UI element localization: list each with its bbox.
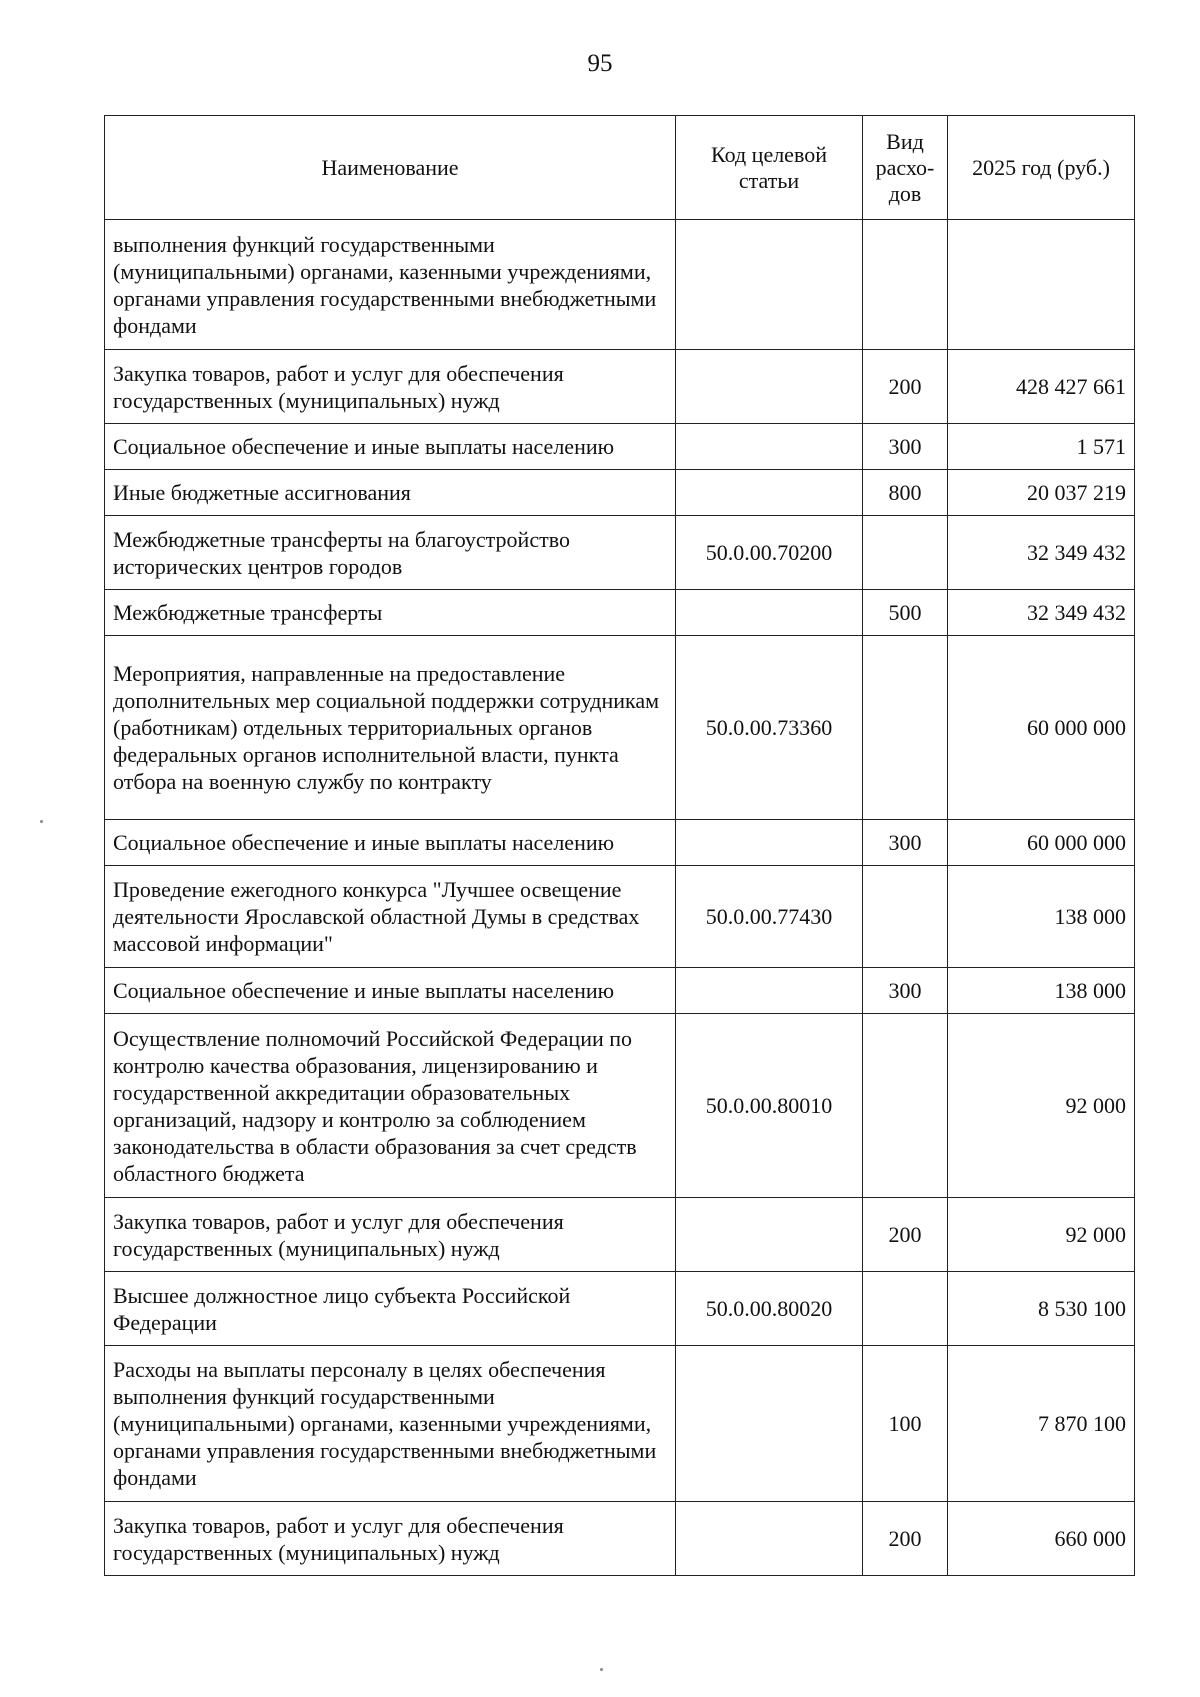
row-sum: 7 870 100 (948, 1346, 1135, 1502)
row-sum: 60 000 000 (948, 820, 1135, 866)
table-row (105, 424, 1135, 470)
row-code (676, 1198, 863, 1272)
row-code: 50.0.00.80020 (676, 1272, 863, 1346)
row-code: 50.0.00.80010 (676, 1014, 863, 1198)
row-vid: 300 (863, 968, 948, 1014)
header-sum: 2025 год (руб.) (948, 116, 1135, 220)
row-code (676, 590, 863, 636)
row-code: 50.0.00.73360 (676, 636, 863, 820)
row-vid: 800 (863, 470, 948, 516)
row-name: Социальное обеспечение и иные выплаты населению (105, 820, 676, 866)
table-row (105, 350, 1135, 424)
table-row (105, 1502, 1135, 1576)
scan-speck (600, 1668, 603, 1671)
row-name: выполнения функций государственными (муниципальными) органами, казенными учреждениями, органами управления государственными внебюджетными фондами (105, 220, 676, 350)
row-vid: 100 (863, 1346, 948, 1502)
row-code (676, 1346, 863, 1502)
row-sum: 60 000 000 (948, 636, 1135, 820)
row-name: Закупка товаров, работ и услуг для обеспечения государственных (муниципальных) нужд (105, 350, 676, 424)
row-sum: 660 000 (948, 1502, 1135, 1576)
budget-table (104, 115, 1135, 1576)
row-vid (863, 636, 948, 820)
row-name: Иные бюджетные ассигнования (105, 470, 676, 516)
header-code: Код целевой статьи (676, 116, 863, 220)
row-name: Осуществление полномочий Российской Федерации по контролю качества образования, лицензированию и государственной аккредитации образовательных организаций, надзору и контролю за соблюдением законодательства в области образования за счет средств областного бюджета (105, 1014, 676, 1198)
row-name: Проведение ежегодного конкурса "Лучшее освещение деятельности Ярославской областной Думы в средствах массовой информации" (105, 866, 676, 968)
row-sum: 1 571 (948, 424, 1135, 470)
row-code (676, 424, 863, 470)
row-name: Социальное обеспечение и иные выплаты населению (105, 968, 676, 1014)
row-code (676, 220, 863, 350)
row-sum (948, 220, 1135, 350)
table-row (105, 590, 1135, 636)
table-row (105, 1346, 1135, 1502)
row-name: Расходы на выплаты персоналу в целях обеспечения выполнения функций государственными (муниципальными) органами, казенными учреждениями, органами управления государственными внебюджетными фондами (105, 1346, 676, 1502)
row-sum: 92 000 (948, 1014, 1135, 1198)
row-vid (863, 1272, 948, 1346)
row-name: Межбюджетные трансферты (105, 590, 676, 636)
row-sum: 8 530 100 (948, 1272, 1135, 1346)
row-code: 50.0.00.77430 (676, 866, 863, 968)
row-vid: 300 (863, 424, 948, 470)
row-name: Закупка товаров, работ и услуг для обеспечения государственных (муниципальных) нужд (105, 1198, 676, 1272)
header-name: Наименование (105, 116, 676, 220)
row-vid: 500 (863, 590, 948, 636)
table-row (105, 516, 1135, 590)
row-code (676, 968, 863, 1014)
header-vid: Вид расхо- дов (863, 116, 948, 220)
row-code (676, 470, 863, 516)
table-header-row (105, 116, 1135, 220)
table-row (105, 866, 1135, 968)
row-sum: 92 000 (948, 1198, 1135, 1272)
row-sum: 32 349 432 (948, 516, 1135, 590)
row-code: 50.0.00.70200 (676, 516, 863, 590)
table-row (105, 636, 1135, 820)
row-code (676, 350, 863, 424)
row-sum: 32 349 432 (948, 590, 1135, 636)
scan-speck (40, 820, 43, 823)
row-sum: 138 000 (948, 866, 1135, 968)
row-sum: 20 037 219 (948, 470, 1135, 516)
row-vid (863, 516, 948, 590)
row-name: Закупка товаров, работ и услуг для обеспечения государственных (муниципальных) нужд (105, 1502, 676, 1576)
row-vid (863, 1014, 948, 1198)
row-name: Межбюджетные трансферты на благоустройство исторических центров городов (105, 516, 676, 590)
table-row (105, 1272, 1135, 1346)
table-row (105, 220, 1135, 350)
table-row (105, 1014, 1135, 1198)
row-vid (863, 866, 948, 968)
table-row (105, 470, 1135, 516)
row-vid: 200 (863, 1198, 948, 1272)
table-row (105, 1198, 1135, 1272)
table-row (105, 820, 1135, 866)
page-number: 95 (587, 50, 613, 77)
row-code (676, 820, 863, 866)
table-row (105, 968, 1135, 1014)
row-name: Мероприятия, направленные на предоставление дополнительных мер социальной поддержки сотрудникам (работникам) отдельных территориальных органов федеральных органов исполнительной власти, пункта отбора на военную службу по контракту (105, 636, 676, 820)
row-sum: 428 427 661 (948, 350, 1135, 424)
row-sum: 138 000 (948, 968, 1135, 1014)
row-code (676, 1502, 863, 1576)
row-vid: 300 (863, 820, 948, 866)
row-vid: 200 (863, 1502, 948, 1576)
row-vid: 200 (863, 350, 948, 424)
row-vid (863, 220, 948, 350)
row-name: Социальное обеспечение и иные выплаты населению (105, 424, 676, 470)
row-name: Высшее должностное лицо субъекта Российской Федерации (105, 1272, 676, 1346)
